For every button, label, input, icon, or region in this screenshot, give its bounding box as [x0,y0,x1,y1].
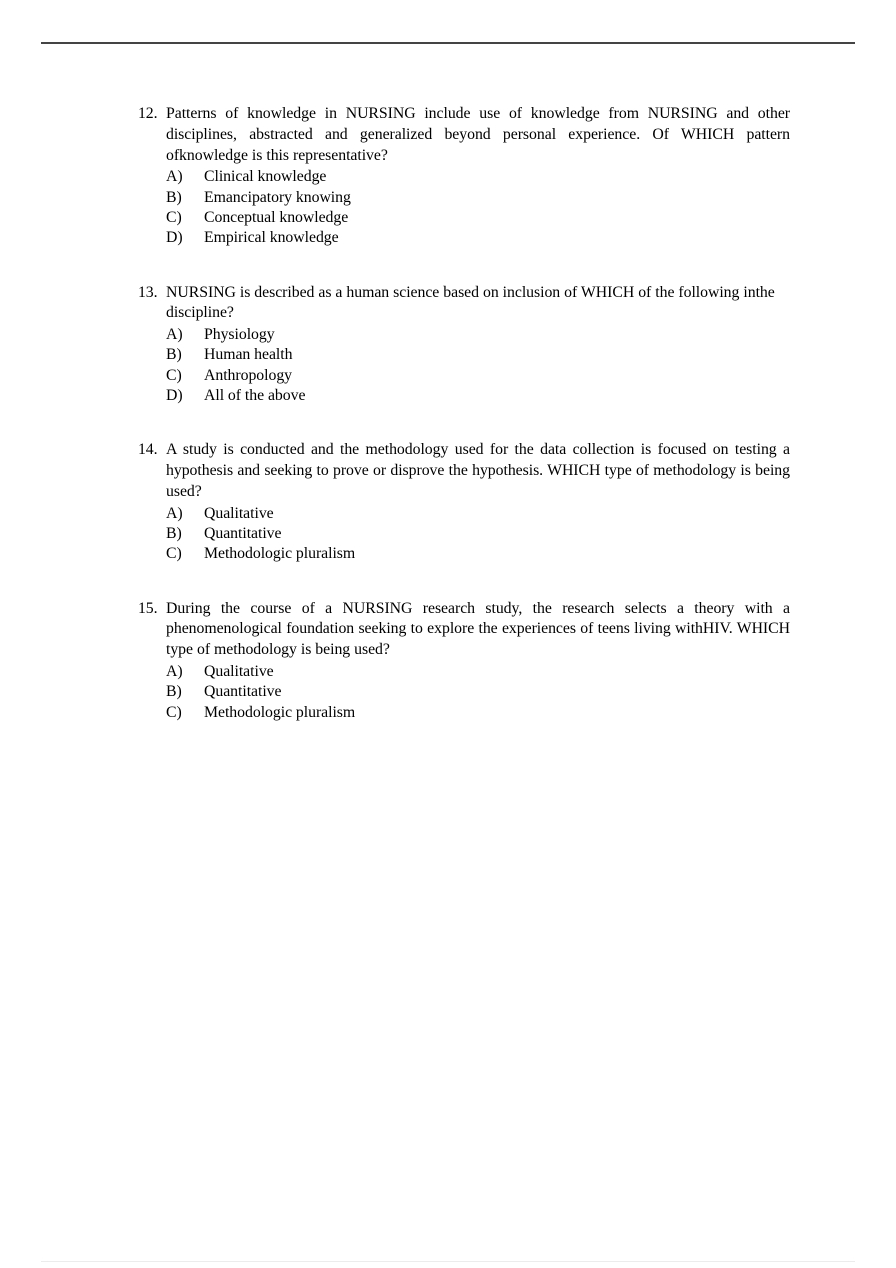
option-letter: A) [166,168,183,186]
option-text: Empirical knowledge [204,229,339,247]
question-text: A study is conducted and the methodology used for the data collection is focused on testing a hypothesis and seeking to prove or disprove the hypothesis. WHICH type of methodology is being used? [166,441,790,500]
option-letter: C) [166,208,182,226]
question-list [138,104,790,723]
option-text: Clinical knowledge [204,168,327,186]
answer-option[interactable] [166,544,790,564]
answer-option[interactable] [166,208,790,228]
question-number: 13. [138,283,158,301]
question-item [138,104,790,249]
answer-option[interactable] [166,366,790,386]
answer-option[interactable] [166,524,790,544]
option-text: Quantitative [204,683,282,701]
question-heading [138,440,790,502]
question-number: 14. [138,441,158,459]
option-letter: C) [166,703,182,721]
answer-options [138,504,790,565]
option-text: Methodologic pluralism [204,703,356,721]
answer-option[interactable] [166,662,790,682]
answer-options [138,325,790,406]
option-text: Physiology [204,326,275,344]
answer-option[interactable] [166,703,790,723]
option-letter: A) [166,504,183,522]
option-letter: D) [166,387,183,405]
answer-option[interactable] [166,228,790,248]
option-letter: A) [166,326,183,344]
option-letter: C) [166,366,182,384]
answer-option[interactable] [166,325,790,345]
answer-option[interactable] [166,345,790,365]
option-text: Qualitative [204,504,274,522]
option-letter: B) [166,346,182,364]
option-letter: B) [166,683,182,701]
option-letter: A) [166,663,183,681]
question-text: During the course of a NURSING research study, the research selects a theory with a phenomenological foundation seeking to explore the experiences of teens living withHIV. WHICH type of methodology is being used? [166,599,790,659]
option-letter: B) [166,188,182,206]
option-text: Emancipatory knowing [204,188,351,206]
question-text: Patterns of knowledge in NURSING include use of knowledge from NURSING and other disciplines, abstracted and generalized beyond personal experience. Of WHICH pattern ofknowledge is this representative? [166,105,790,164]
option-letter: C) [166,545,182,563]
option-letter: B) [166,525,182,543]
option-text: Anthropology [204,366,293,384]
answer-option[interactable] [166,167,790,187]
option-text: All of the above [204,387,306,405]
question-item [138,599,790,723]
question-number: 12. [138,105,158,122]
option-text: Quantitative [204,525,282,543]
question-heading [138,104,790,166]
page-footer-rule [41,1261,855,1262]
option-text: Conceptual knowledge [204,208,349,226]
answer-options [138,662,790,723]
option-text: Qualitative [204,663,274,681]
answer-option[interactable] [166,188,790,208]
answer-option[interactable] [166,504,790,524]
question-heading [138,283,790,325]
question-heading [138,599,790,661]
option-text: Methodologic pluralism [204,545,356,563]
answer-options [138,167,790,248]
option-letter: D) [166,229,183,247]
question-number: 15. [138,599,158,617]
answer-option[interactable] [166,682,790,702]
option-text: Human health [204,346,293,364]
question-item [138,440,790,564]
question-item [138,283,790,407]
answer-option[interactable] [166,386,790,406]
question-text: NURSING is described as a human science based on inclusion of WHICH of the following inthe discipline? [166,283,775,322]
page-header-rule [41,42,855,44]
